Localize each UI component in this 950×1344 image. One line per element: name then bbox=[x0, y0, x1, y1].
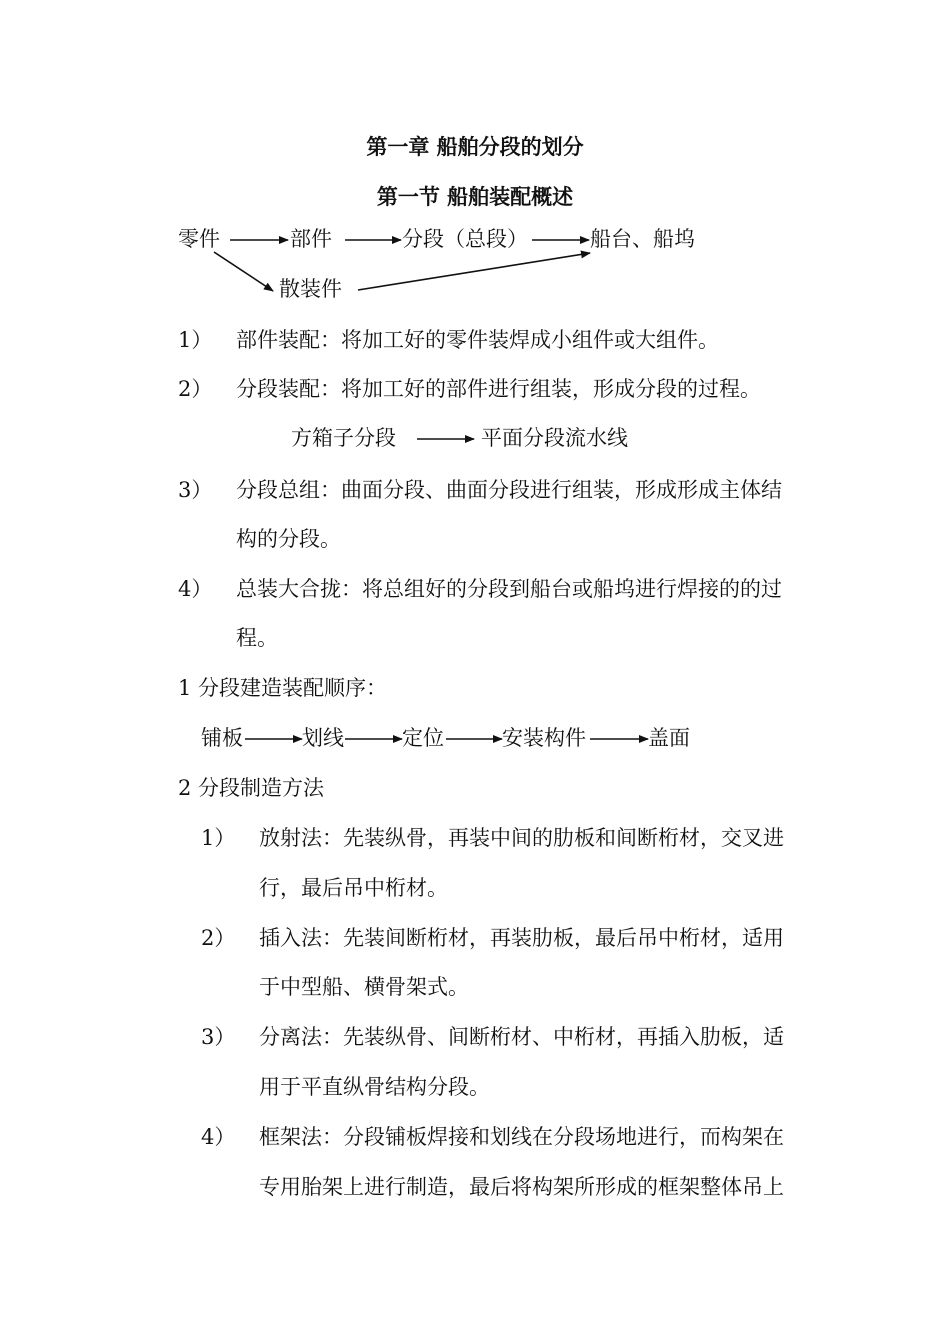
methods-title: 2 分段制造方法 bbox=[178, 776, 325, 800]
method-2-text-line2: 于中型船、横骨架式。 bbox=[259, 975, 469, 999]
method-2-number: 2） bbox=[201, 926, 236, 950]
order-step-4: 安装构件 bbox=[502, 726, 586, 750]
item-1-text: 部件装配：将加工好的零件装焊成小组件或大组件。 bbox=[236, 328, 719, 352]
method-3-number: 3） bbox=[201, 1025, 236, 1049]
flow-node-loose-parts: 散装件 bbox=[279, 277, 342, 301]
item-2-text: 分段装配：将加工好的部件进行组装，形成分段的过程。 bbox=[236, 377, 761, 401]
item-4-text-line2: 程。 bbox=[236, 626, 278, 650]
method-4-text-line1: 框架法：分段铺板焊接和划线在分段场地进行，而构架在 bbox=[259, 1125, 784, 1149]
order-title: 1 分段建造装配顺序： bbox=[178, 676, 388, 700]
method-4-number: 4） bbox=[201, 1125, 236, 1149]
method-1-text-line2: 行，最后吊中桁材。 bbox=[259, 876, 448, 900]
method-1-number: 1） bbox=[201, 826, 236, 850]
flow-node-blocks: 分段（总段） bbox=[402, 227, 528, 251]
method-2-text-line1: 插入法：先装间断桁材，再装肋板，最后吊中桁材，适用 bbox=[259, 926, 784, 950]
item-4-number: 4） bbox=[178, 577, 213, 601]
method-3-text-line2: 用于平直纵骨结构分段。 bbox=[259, 1075, 490, 1099]
method-4-text-line2: 专用胎架上进行制造，最后将构架所形成的框架整体吊上 bbox=[259, 1175, 784, 1199]
arrow-parts-to-loose bbox=[214, 252, 273, 291]
flow-node-components: 部件 bbox=[290, 227, 332, 251]
item-2-number: 2） bbox=[178, 377, 213, 401]
order-step-1: 铺板 bbox=[201, 726, 243, 750]
flow-node-parts: 零件 bbox=[178, 227, 220, 251]
order-step-3: 定位 bbox=[402, 726, 444, 750]
order-step-5: 盖面 bbox=[648, 726, 690, 750]
flow2-left: 方箱子分段 bbox=[291, 426, 396, 450]
method-3-text-line1: 分离法：先装纵骨、间断桁材、中桁材，再插入肋板，适 bbox=[259, 1025, 784, 1049]
flow2-right: 平面分段流水线 bbox=[481, 426, 628, 450]
item-1-number: 1） bbox=[178, 328, 213, 352]
item-3-text-line1: 分段总组：曲面分段、曲面分段进行组装，形成形成主体结 bbox=[236, 478, 782, 502]
item-3-number: 3） bbox=[178, 478, 213, 502]
item-4-text-line1: 总装大合拢：将总组好的分段到船台或船坞进行焊接的的过 bbox=[236, 577, 782, 601]
chapter-title: 第一章 船舶分段的划分 bbox=[366, 134, 584, 159]
arrow-loose-to-berth bbox=[358, 253, 590, 290]
item-3-text-line2: 构的分段。 bbox=[236, 527, 341, 551]
method-1-text-line1: 放射法：先装纵骨，再装中间的肋板和间断桁材，交叉进 bbox=[259, 826, 784, 850]
order-step-2: 划线 bbox=[302, 726, 344, 750]
flow-node-berth-dock: 船台、船坞 bbox=[590, 227, 695, 251]
section-title: 第一节 船舶装配概述 bbox=[376, 184, 574, 209]
